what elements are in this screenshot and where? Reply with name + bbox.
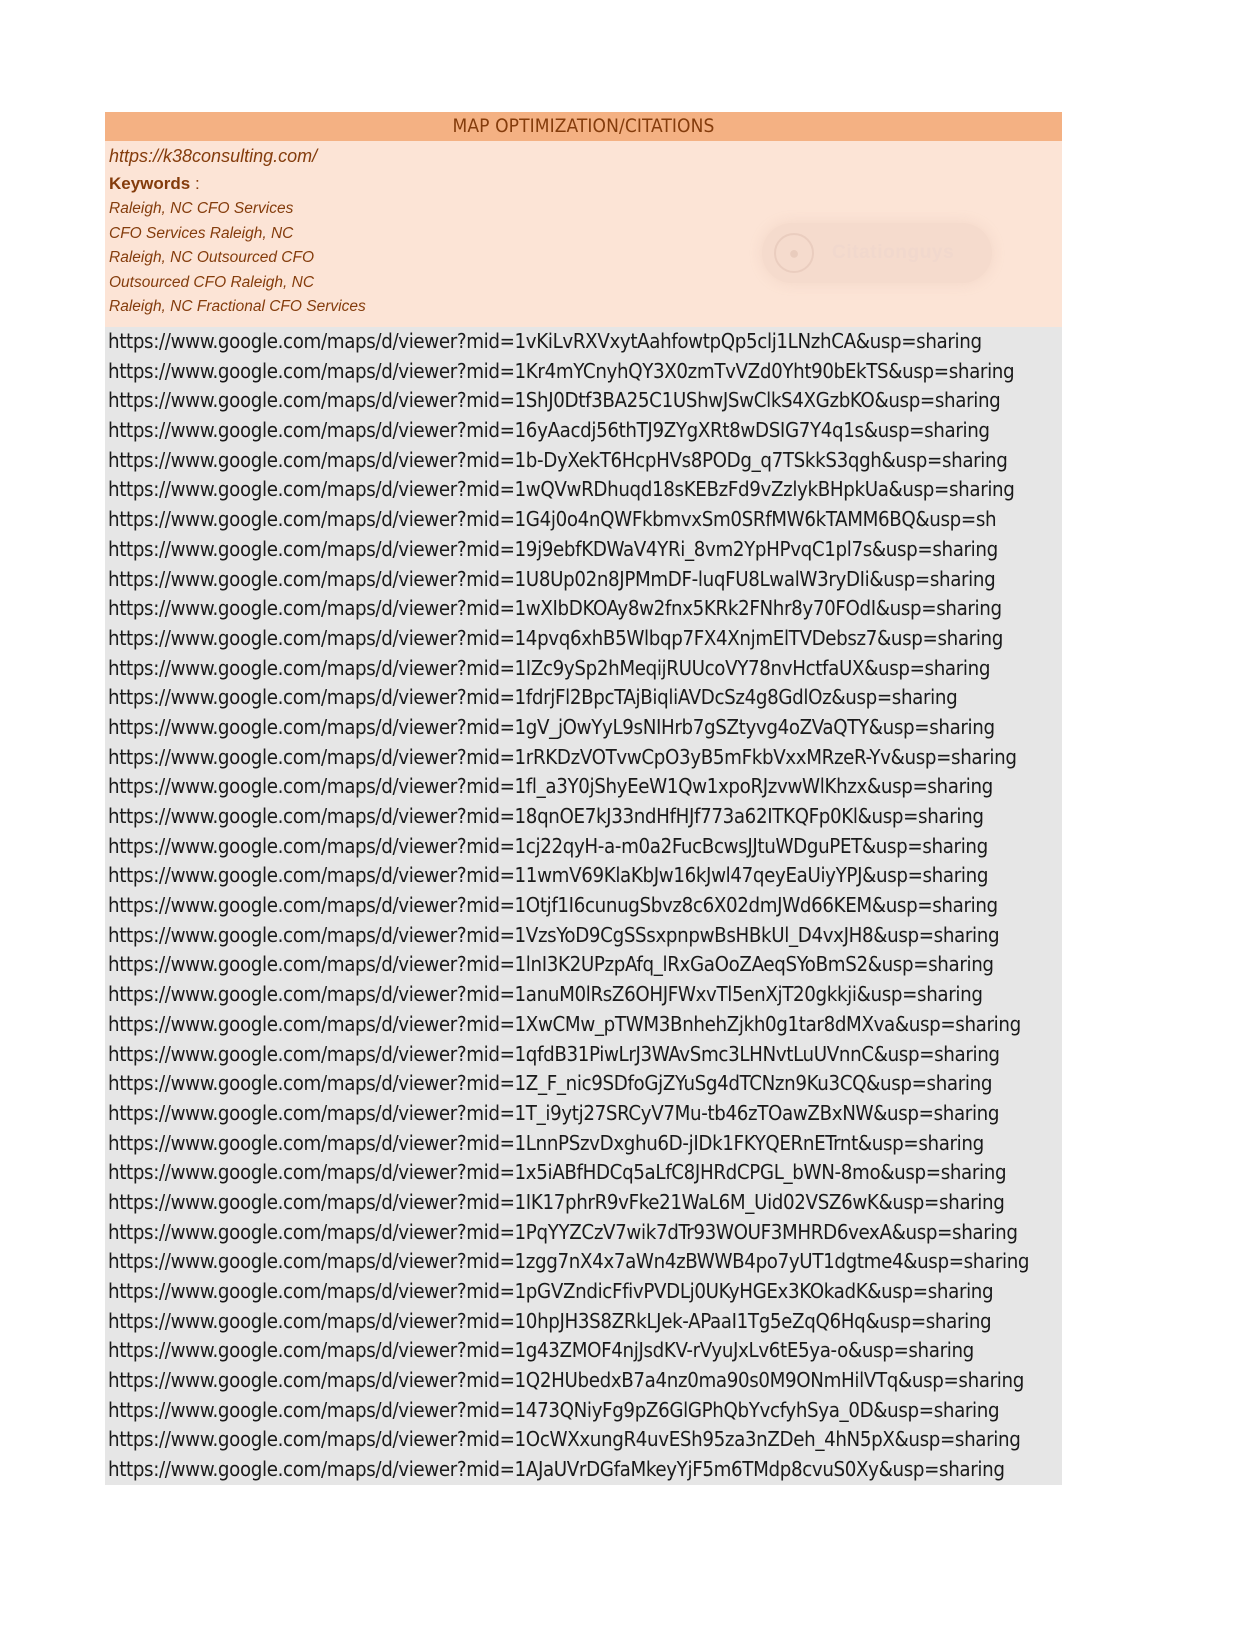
- map-link[interactable]: https://www.google.com/maps/d/viewer?mid=1ShJ0Dtf3BA25C1UShwJSwClkS4XGzbKO&usp=sharing: [108, 388, 1001, 413]
- map-link[interactable]: https://www.google.com/maps/d/viewer?mid=1Z_F_nic9SDfoGjZYuSg4dTCNzn9Ku3CQ&usp=sharing: [108, 1071, 993, 1096]
- map-link[interactable]: https://www.google.com/maps/d/viewer?mid=1pGVZndicFfivPVDLj0UKyHGEx3KOkadK&usp=sharing: [108, 1279, 994, 1303]
- map-link[interactable]: https://www.google.com/maps/d/viewer?mid=1OcWXxungR4uvESh95za3nZDeh_4hN5pX&usp=sharing: [108, 1427, 1021, 1452]
- map-link[interactable]: https://www.google.com/maps/d/viewer?mid=1fdrjFl2BpcTAjBiqliAVDcSz4g8GdlOz&usp=sharing: [108, 685, 958, 710]
- map-link[interactable]: https://www.google.com/maps/d/viewer?mid=1fl_a3Y0jShyEeW1Qw1xpoRJzvwWlKhzx&usp=sharing: [108, 774, 993, 799]
- keyword-item: Raleigh, NC CFO Services: [109, 200, 294, 217]
- map-link[interactable]: https://www.google.com/maps/d/viewer?mid=1b-DyXekT6HcpHVs8PODg_q7TSkkS3qgh&usp=sharing: [108, 447, 1008, 472]
- map-link[interactable]: https://www.google.com/maps/d/viewer?mid=1wQVwRDhuqd18sKEBzFd9vZzlykBHpkUa&usp=sharing: [108, 477, 1015, 502]
- map-link[interactable]: https://www.google.com/maps/d/viewer?mid=1rRKDzVOTvwCpO3yB5mFkbVxxMRzeR-Yv&usp=sharing: [108, 744, 1017, 769]
- map-link[interactable]: https://www.google.com/maps/d/viewer?mid=1IK17phrR9vFke21WaL6M_Uid02VSZ6wK&usp=sharing: [108, 1189, 1005, 1214]
- map-link[interactable]: https://www.google.com/maps/d/viewer?mid=1VzsYoD9CgSSsxpnpwBsHBkUl_D4vxJH8&usp=sharing: [108, 922, 1000, 947]
- map-link[interactable]: https://www.google.com/maps/d/viewer?mid=1T_i9ytj27SRCyV7Mu-tb46zTOawZBxNW&usp=sharing: [108, 1100, 1000, 1125]
- map-link[interactable]: https://www.google.com/maps/d/viewer?mid=1g43ZMOF4njJsdKV-rVyuJxLv6tE5ya-o&usp=sharing: [108, 1338, 974, 1363]
- map-link[interactable]: https://www.google.com/maps/d/viewer?mid=11wmV69KlaKbJw16kJwl47qeyEaUiyYPJ&usp=sharing: [108, 863, 989, 888]
- map-link[interactable]: https://www.google.com/maps/d/viewer?mid=10hpJH3S8ZRkLJek-APaaI1Tg5eZqQ6Hq&usp=sharing: [108, 1308, 992, 1333]
- map-link[interactable]: https://www.google.com/maps/d/viewer?mid=1G4j0o4nQWFkbmvxSm0SRfMW6kTAMM6BQ&usp=sh: [108, 507, 997, 532]
- map-link[interactable]: https://www.google.com/maps/d/viewer?mid=1Otjf1I6cunugSbvz8c6X02dmJWd66KEM&usp=sharing: [108, 893, 998, 918]
- map-link[interactable]: https://www.google.com/maps/d/viewer?mid=1anuM0lRsZ6OHJFWxvTl5enXjT20gkkji&usp=sharing: [108, 982, 983, 1007]
- keyword-item: Raleigh, NC Outsourced CFO: [109, 249, 315, 266]
- keywords-label-text: Keywords: [109, 174, 191, 193]
- keywords-separator: :: [190, 174, 200, 193]
- citationguys-logo-icon: ●: [774, 233, 814, 273]
- map-link[interactable]: https://www.google.com/maps/d/viewer?mid=1IZc9ySp2hMeqijRUUcoVY78nvHctfaUX&usp=sharing: [108, 655, 991, 680]
- map-link[interactable]: https://www.google.com/maps/d/viewer?mid=1cj22qyH-a-m0a2FucBcwsJJtuWDguPET&usp=sharing: [108, 833, 988, 858]
- site-info-block: [105, 141, 1062, 327]
- map-link[interactable]: https://www.google.com/maps/d/viewer?mid=1XwCMw_pTWM3BnhehZjkh0g1tar8dMXva&usp=sharing: [108, 1011, 1021, 1036]
- map-link[interactable]: https://www.google.com/maps/d/viewer?mid=16yAacdj56thTJ9ZYgXRt8wDSIG7Y4q1s&usp=sharing: [108, 418, 990, 443]
- website-url[interactable]: https://k38consulting.com/: [109, 146, 318, 166]
- map-link[interactable]: https://www.google.com/maps/d/viewer?mid=18qnOE7kJ33ndHfHJf773a62ITKQFp0Kl&usp=sharing: [108, 804, 984, 828]
- map-link[interactable]: https://www.google.com/maps/d/viewer?mid=1Q2HUbedxB7a4nz0ma90s0M9ONmHilVTq&usp=sharing: [108, 1368, 1024, 1393]
- map-link[interactable]: https://www.google.com/maps/d/viewer?mid=1U8Up02n8JPMmDF-luqFU8LwalW3ryDIi&usp=sharing: [108, 566, 996, 591]
- map-link[interactable]: https://www.google.com/maps/d/viewer?mid=14pvq6xhB5Wlbqp7FX4XnjmElTVDebsz7&usp=sharing: [108, 625, 1003, 650]
- map-link[interactable]: https://www.google.com/maps/d/viewer?mid=1473QNiyFg9pZ6GlGPhQbYvcfyhSya_0D&usp=sharing: [108, 1397, 1000, 1422]
- keyword-item: CFO Services Raleigh, NC: [109, 224, 294, 242]
- map-link[interactable]: https://www.google.com/maps/d/viewer?mid=1x5iABfHDCq5aLfC8JHRdCPGL_bWN-8mo&usp=sharing: [108, 1160, 1007, 1185]
- sheet-title: MAP OPTIMIZATION/CITATIONS: [105, 112, 1062, 141]
- map-link[interactable]: https://www.google.com/maps/d/viewer?mid=1vKiLvRXVxytAahfowtpQp5clj1LNzhCA&usp=sharing: [108, 329, 982, 353]
- map-link[interactable]: https://www.google.com/maps/d/viewer?mid=1gV_jOwYyL9sNIHrb7gSZtyvg4oZVaQTY&usp=sharing: [108, 714, 995, 739]
- map-link[interactable]: https://www.google.com/maps/d/viewer?mid=1LnnPSzvDxghu6D-jIDk1FKYQERnETrnt&usp=sharing: [108, 1130, 984, 1155]
- map-link[interactable]: https://www.google.com/maps/d/viewer?mid=1wXIbDKOAy8w2fnx5KRk2FNhr8y70FOdI&usp=sharing: [108, 596, 1002, 621]
- map-link[interactable]: https://www.google.com/maps/d/viewer?mid=1qfdB31PiwLrJ3WAvSmc3LHNvtLuUVnnC&usp=sharing: [108, 1041, 1000, 1066]
- map-links-list: [105, 327, 1062, 1485]
- map-link[interactable]: https://www.google.com/maps/d/viewer?mid=1zgg7nX4x7aWn4zBWWB4po7yUT1dgtme4&usp=sharing: [108, 1249, 1030, 1274]
- keyword-item: Raleigh, NC Fractional CFO Services: [109, 298, 366, 315]
- citations-sheet: [105, 112, 1062, 1485]
- map-link[interactable]: https://www.google.com/maps/d/viewer?mid=1AJaUVrDGfaMkeyYjF5m6TMdp8cvuS0Xy&usp=sharing: [108, 1457, 1005, 1482]
- keyword-item: Outsourced CFO Raleigh, NC: [109, 273, 315, 291]
- map-link[interactable]: https://www.google.com/maps/d/viewer?mid=1lnI3K2UPzpAfq_lRxGaOoZAeqSYoBmS2&usp=sharing: [108, 952, 994, 977]
- map-link[interactable]: https://www.google.com/maps/d/viewer?mid=1PqYYZCzV7wik7dTr93WOUF3MHRD6vexA&usp=sharing: [108, 1219, 1018, 1244]
- citationguys-watermark: [762, 223, 992, 283]
- keywords-label: [109, 172, 1058, 197]
- map-link[interactable]: https://www.google.com/maps/d/viewer?mid=19j9ebfKDWaV4YRi_8vm2YpHPvqC1pl7s&usp=sharing: [108, 536, 998, 561]
- map-link[interactable]: https://www.google.com/maps/d/viewer?mid=1Kr4mYCnyhQY3X0zmTvVZd0Yht90bEkTS&usp=sharing: [108, 358, 1015, 383]
- watermark-text: Citationguys: [832, 242, 955, 263]
